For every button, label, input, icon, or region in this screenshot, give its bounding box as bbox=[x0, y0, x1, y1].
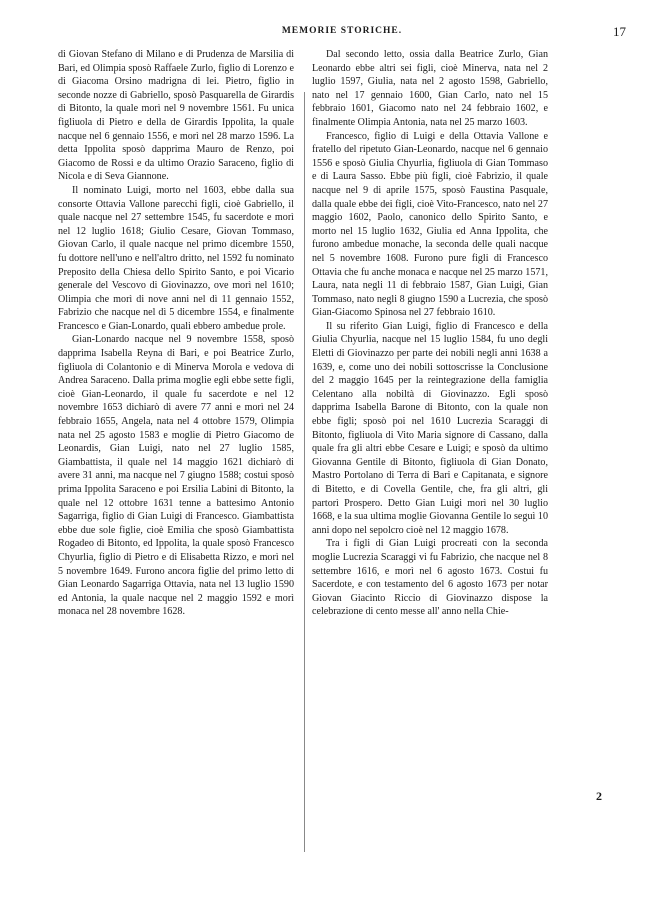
paragraph: di Giovan Stefano di Milano e di Prudenza de Marsilia di Bari, ed Olimpia sposò Raffaele Zurlo, figlio di Lorenzo e di Giacoma Orsino madrigna di lei. Pietro, figlio in seconde nozze di Gabriello, sposò Pasquarella de Girardis di Bitonto, la quale morì nel 9 novembre 1561. Fu unica figliuola di Pietro e della de Girardis Ippolita, la quale nacque nel 6 gennaio 1556, e morì nel 28 marzo 1596. La detta Ippolita sposò dapprima Mauro de Renzo, poi Giacomo de Rossi e da ultimo Orazio Saraceno, figlio di Nicola e di Seva Giannone. bbox=[58, 49, 294, 183]
paragraph: Gian-Lonardo nacque nel 9 novembre 1558, sposò dapprima Isabella Reyna di Bari, e poi Beatrice Zurlo, figliuola di Colantonio e di Minerva Morola e vedova di Andrea Saraceno. Dalla prima moglie egli ebbe sette figli, cioè Gian-Leonardo, il quale fu sacerdote e nel 12 novembre 1653 dichiarò di avere 77 anni e morì nel 24 febbraio 1655, Angela, nata nel 4 ottobre 1579, Olimpia nata nel 25 agosto 1583 e moglie di Pietro Giacomo de Leonardis, Gian Luigi, nato nel 27 luglio 1585, Giambattista, il quale nel 14 maggio 1621 dichiarò di avere 31 anni, ma nacque nel 7 giugno 1588; costui sposò prima Ippolita Saraceno e poi Ersilia Labini di Bitonto, la quale nel 12 ottobre 1631 tenne a battesimo Antonio Sagarriga, figlio di Gian Luigi di Francesco. Giambattista ebbe due sole figlie, cioè Emilia che sposò Giambattista Rogadeo di Bitonto, ed Ippolita, la quale sposò Francesco Chyurlia, figlio di Pietro e di Elisabetta Rizzo, e morì nel 5 novembre 1649. Furono ancora figlie del primo letto di Gian Leonardo Sagarriga Ottavia, nata nel 13 luglio 1590 ed Antonia, la quale nacque nel 2 maggio 1592 e morì monaca nel 28 novembre 1628. bbox=[58, 334, 294, 618]
paragraph: Il nominato Luigi, morto nel 1603, ebbe dalla sua consorte Ottavia Vallone parecchi figli, cioè Gabriello, il quale nacque nel 27 settembre 1545, fu sacerdote e morì nel 12 luglio 1618; Giulio Cesare, Giovan Tommaso, Giovan Carlo, il quale nacque nel primo dicembre 1550, fu dottore nell'uno e nell'altro dritto, nel 1592 fu nominato Preposito della Chiesa dello Spirito Santo, e poi Vicario generale del Vescovo di Giovinazzo, ove morì nel 1610; Olimpia che morì di nove anni nel dì 11 gennaio 1552, Fabrizio che nacque nel dì 5 dicembre 1554, e finalmente Francesco e Gian-Lonardo, quali ebbero ambedue prole. bbox=[58, 184, 294, 332]
column-divider bbox=[304, 92, 305, 852]
running-title: MEMORIE STORICHE. bbox=[281, 26, 403, 36]
page-header bbox=[58, 26, 626, 40]
paragraph: Francesco, figlio di Luigi e della Ottavia Vallone e fratello del ripetuto Gian-Leonardo, nacque nel 6 gennaio 1556 e sposò Giulia Chyurlia, figliuola di Gian Tommaso e di Laura Sasso. Ebbe più figli, cioè Fabrizio, il quale nacque nel 9 di aprile 1575, sposò Faustina Pasquale, dalla quale ebbe dei figli, cioè Vito-Francesco, nato nel 27 maggio 1602, Paolo, canonico dello Spirito Santo, e morto nel 15 luglio 1632, Giulia ed Anna Ippolita, che furono ambedue monache, la seconda delle quali nacque nel 5 novembre 1608. Furono pure figli di Francesco Ottavia che fu anche monaca e nacque nel 25 marzo 1571, Laura, nata negli 11 di febbraio 1587, Gian Luigi, Gian Tommaso, nato negli 8 giugno 1590 a Lucrezia, che sposò Gian-Giacomo Spinosa nel 27 febbraio 1610. bbox=[312, 130, 548, 319]
right-column bbox=[312, 48, 548, 619]
paragraph: Il su riferito Gian Luigi, figlio di Francesco e della Giulia Chyurlia, nacque nel 15 luglio 1584, fu uno degli Eletti di Giovinazzo per parte dei nobili negli anni 1638 a 1639, e, come uno dei nobili sottoscrisse la Conclusione del 2 maggio 1645 per la reintegrazione della famiglia Celentano alla nobiltà di Giovinazzo. Egli sposò dapprima Isabella Barone di Bitonto, con la quale non ebbe figli; sposò poi nel 1610 Lucrezia Scaraggi di Bitonto, figliuola di Vito Maria signore di Cassano, dalla quale fra gli altri ebbe Cesare e Luigi; e sposò da ultimo Giovanna Gentile di Bitonto, figliuola di Gian Donato, Mastro Portolano di Terra di Bari e Capitanata, e signore di Bitetto, e di Covella Gentile, che, fra gli altri, gli partorì Prospero. Detto Gian Luigi morì nel 30 luglio 1668, e la sua ultima moglie Giovanna Gentile lo seguì 10 anni dopo nel sepolcro cioè nel 12 maggio 1678. bbox=[312, 320, 548, 536]
paragraph: Tra i figli di Gian Luigi procreati con la seconda moglie Lucrezia Scaraggi vi fu Fabrizio, che nacque nel 8 settembre 1616, e morì nel 6 agosto 1673. Costui fu Sacerdote, e con testamento del 6 agosto 1673 per notar Giovan Giacinto Riccio di Giovinazzo dispose la celebrazione di cento messe all' anno nella Chie- bbox=[312, 538, 548, 618]
paragraph: Dal secondo letto, ossia dalla Beatrice Zurlo, Gian Leonardo ebbe altri sei figli, cioè Minerva, nata nel 2 luglio 1597, Giulia, nata nel 2 agosto 1598, Gabriello, nato nel 17 gennaio 1600, Gian Carlo, nato nel 15 febbraio 1601, Giacomo nato nel 24 febbraio 1602, e finalmente Olimpia Antonia, nata nel 25 marzo 1603. bbox=[312, 49, 548, 128]
page-number: 17 bbox=[613, 24, 626, 39]
signature-mark: 2 bbox=[596, 789, 602, 803]
left-column bbox=[58, 48, 294, 619]
